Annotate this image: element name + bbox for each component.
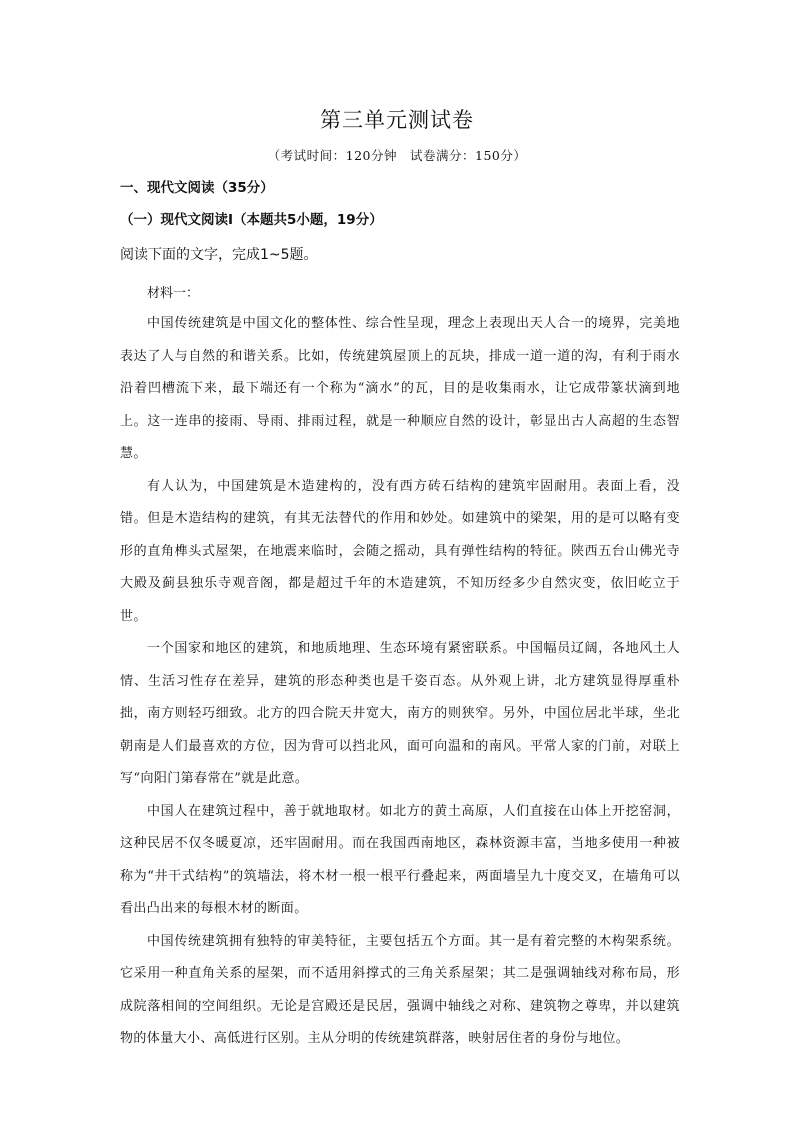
article-body bbox=[120, 308, 680, 1056]
reading-instruction: 阅读下面的文字，完成1~5题。 bbox=[120, 247, 318, 263]
page-title: 第三单元测试卷 bbox=[320, 108, 474, 132]
exam-info: （考试时间：120分钟 试卷满分：150分） bbox=[267, 148, 527, 163]
paragraph: 一个国家和地区的建筑，和地质地理、生态环境有紧密联系。中国幅员辽阔，各地风土人情、生活习性存在差异，建筑的形态种类也是千姿百态。从外观上讲，北方建筑显得厚重朴拙，南方则轻巧细致。北方的四合院天井宽大，南方的则狭窄。另外，中国位居北半球，坐北朝南是人们最喜欢的方位，因为背可以挡北风，面可向温和的南风。平常人家的门前，对联上写“向阳门第春常在”就是此意。 bbox=[120, 641, 680, 786]
paragraph: 有人认为，中国建筑是木造建构的，没有西方砖石结构的建筑牢固耐用。表面上看，没错。但是木造结构的建筑，有其无法替代的作用和妙处。如建筑中的梁架，用的是可以略有变形的直角榫头式屋架，在地震来临时，会随之摇动，具有弹性结构的特征。陕西五台山佛光寺大殿及蓟县独乐寺观音阁，都是超过千年的木造建筑，不知历经多少自然灾变，依旧屹立于世。 bbox=[120, 478, 680, 624]
paragraph: 中国人在建筑过程中，善于就地取材。如北方的黄土高原，人们直接在山体上开挖窑洞，这种民居不仅冬暖夏凉，还牢固耐用。而在我国西南地区，森林资源丰富，当地多使用一种被称为“井干式结构”的筑墙法，将木材一根一根平行叠起来，两面墙呈九十度交叉，在墙角可以看出凸出来的每根木材的断面。 bbox=[120, 803, 680, 916]
section-heading: 一、现代文阅读（35分） bbox=[120, 180, 274, 196]
material-label: 材料一： bbox=[147, 286, 200, 301]
paragraph: 中国传统建筑拥有独特的审美特征，主要包括五个方面。其一是有着完整的木构架系统。它采用一种直角关系的屋架，而不适用斜撑式的三角关系屋架；其二是强调轴线对称布局，形成院落相间的空间组织。无论是宫殿还是民居，强调中轴线之对称、建筑物之尊卑，并以建筑物的体量大小、高低进行区别。主从分明的传统建筑群落，映射居住者的身份与地位。 bbox=[120, 933, 680, 1046]
paragraph: 中国传统建筑是中国文化的整体性、综合性呈现，理念上表现出天人合一的境界，完美地表达了人与自然的和谐关系。比如，传统建筑屋顶上的瓦块，排成一道一道的沟，有利于雨水沿着凹槽流下来，最下端还有一个称为“滴水”的瓦，目的是收集雨水，让它成带篆状滴到地上。这一连串的接雨、导雨、排雨过程，就是一种顺应自然的设计，彰显出古人高超的生态智慧。 bbox=[120, 316, 680, 461]
subsection-heading: （一）现代文阅读Ⅰ（本题共5小题，19分） bbox=[120, 212, 383, 228]
